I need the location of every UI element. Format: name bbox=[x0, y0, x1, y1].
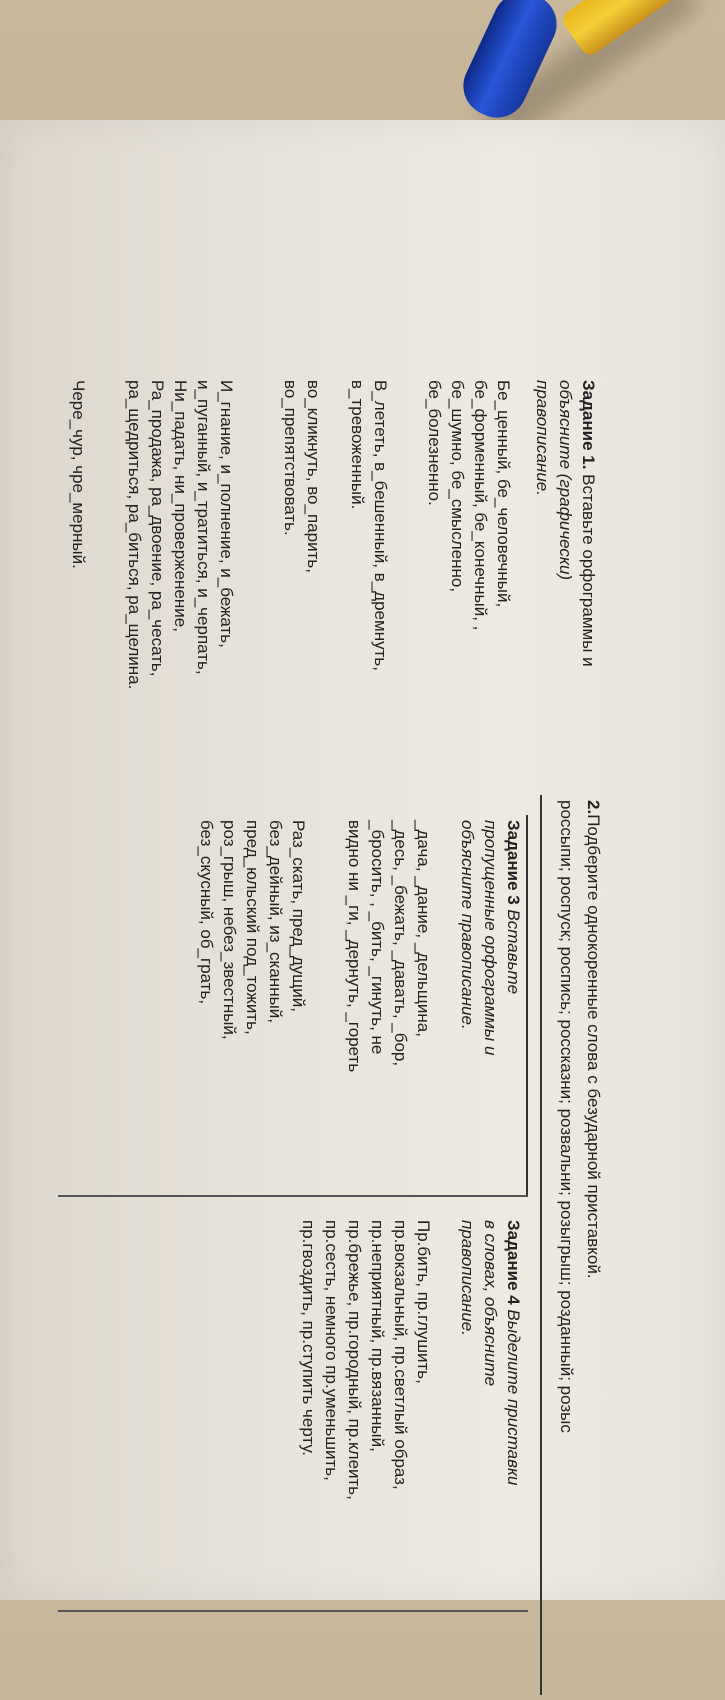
task1-line: И_гнание, и_полнение, и_бежать, bbox=[217, 380, 236, 648]
task4-title-rest: Выделите приставки bbox=[504, 1304, 523, 1486]
worksheet-content bbox=[10, 300, 610, 1700]
task4-line: пр.неприятный, пр.вязанный, bbox=[368, 1220, 387, 1452]
task3-line: видно ни _ги, _дернуть, _гореть bbox=[345, 820, 364, 1073]
task3-line: _десь, _бежать, _давать, _бор, bbox=[391, 820, 410, 1067]
task1-line: В_лететь, в_бешенный, в_дремнуть, bbox=[371, 380, 390, 671]
task1-group-v bbox=[346, 380, 392, 671]
task3-line: пред_юльский под_тожить, bbox=[243, 820, 262, 1035]
task3-line: без_дейный, из_сканный, bbox=[266, 820, 285, 1024]
task1-line: во_кликнуть, во_парить, bbox=[304, 380, 323, 573]
task1-line: Чере_чур, чре_мерный. bbox=[69, 380, 88, 569]
task3-instruction-line: объясните правописание. bbox=[458, 820, 477, 1030]
task1-instruction-line: правописание. bbox=[533, 380, 552, 496]
task1-title bbox=[577, 380, 600, 667]
divider-spacer bbox=[10, 775, 610, 777]
task3-title-rest: Вставьте bbox=[504, 904, 523, 995]
task4-line: пр.брежье, пр.городный, пр.клеить, bbox=[345, 1220, 364, 1500]
task1-group-i-ni-ra bbox=[123, 380, 238, 689]
task1-line: Бе_ценный, бе_человечный, bbox=[494, 380, 513, 608]
task4-right-rule bbox=[58, 1610, 528, 1612]
task2-words-text: россыпи; роспуск; роспись; россказни; розвальни; розыгрыш; розданный; розыс bbox=[557, 800, 576, 1433]
task4-instruction-line: правописание. bbox=[458, 1220, 477, 1336]
task3-task4-divider bbox=[58, 1195, 528, 1197]
task4-line: пр.сесть, немного пр.уменьшить, bbox=[322, 1220, 341, 1481]
worksheet-paper bbox=[0, 120, 725, 1600]
task1-instruction bbox=[531, 380, 577, 580]
task3-instruction-line: пропущенные орфограммы и bbox=[481, 820, 500, 1056]
task4-title-bold: Задание 4 bbox=[504, 1220, 523, 1305]
task1-title-rest: Вставьте орфограммы и bbox=[579, 469, 598, 667]
task2-number: 2. bbox=[584, 800, 603, 815]
task3-group-1 bbox=[343, 820, 435, 1072]
task2-underline bbox=[541, 795, 543, 1695]
task3-title bbox=[502, 820, 525, 994]
task1-line: Ни_падать, ни_проверженение, bbox=[171, 380, 190, 632]
task3-line: роз_грыш, небез_звестный, bbox=[220, 820, 239, 1040]
task4-instruction bbox=[456, 1220, 502, 1386]
task1-line: ра_щедриться, ра_биться, ра_щелина. bbox=[125, 380, 144, 690]
task3-line: Раз_скать, пред_дущий, bbox=[289, 820, 308, 1013]
task4-list bbox=[297, 1220, 435, 1500]
task1-group-chere bbox=[67, 380, 90, 569]
task2-title-text: Подберите однокоренные слова с безударной приставкой. bbox=[584, 814, 603, 1279]
task1-group-be bbox=[423, 380, 515, 630]
task4-line: Пр.бить, пр.глушить, bbox=[414, 1220, 433, 1384]
task1-line: во_препятствовать. bbox=[281, 380, 300, 536]
task2-words bbox=[555, 800, 578, 1433]
task1-group-vo bbox=[279, 380, 325, 573]
task1-line: бе_форменный, бе_конечный, , bbox=[471, 380, 490, 631]
task4-instruction-line: в словах, объясните bbox=[481, 1220, 500, 1387]
task1-line: Ра_продажа, ра_двоение, ра_чесать, bbox=[148, 380, 167, 677]
task4-title bbox=[502, 1220, 525, 1486]
task4-line: пр.вокзальный, пр.светлый образ, bbox=[391, 1220, 410, 1490]
task1-line: бе_болезненно. bbox=[425, 380, 444, 506]
task3-line: _бросить, , _бить, _гинуть, не bbox=[368, 820, 387, 1055]
task2-title bbox=[582, 800, 605, 1279]
task3-group-2 bbox=[195, 820, 310, 1040]
task1-line: бе_шумно, бе_смысленно, bbox=[448, 380, 467, 593]
task3-line: без_скусный, об_грать, bbox=[197, 820, 216, 1005]
task3-top-rule bbox=[527, 815, 529, 1195]
task4-line: пр.гвоздить, пр.ступить черту. bbox=[299, 1220, 318, 1456]
task1-line: и_пуганный, и_тратиться, и_черпать, bbox=[194, 380, 213, 675]
task3-line: _дача, _дание, _дельщина, bbox=[414, 820, 433, 1037]
task1-instruction-line: объясните (графически) bbox=[556, 380, 575, 581]
task1-title-bold: Задание 1. bbox=[579, 380, 598, 470]
task3-title-bold: Задание 3 bbox=[504, 820, 523, 905]
task1-line: в_тревоженный. bbox=[348, 380, 367, 510]
task3-instruction bbox=[456, 820, 502, 1056]
